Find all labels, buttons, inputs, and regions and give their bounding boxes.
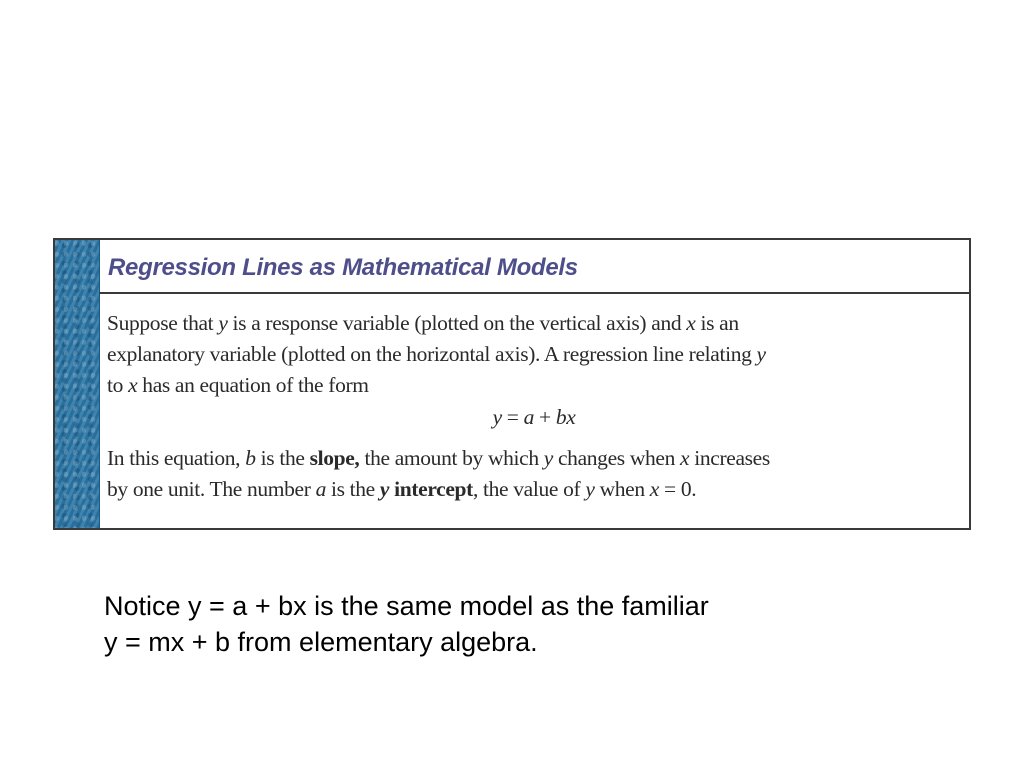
box-header: [99, 240, 969, 294]
note-line-2: y = mx + b from elementary algebra.: [104, 627, 538, 657]
regression-equation: y = a + bx: [492, 405, 576, 429]
paragraph-line: In this equation, b is the slope, the amount by which y changes when x increases: [107, 446, 770, 470]
paragraph-line: to x has an equation of the form: [107, 373, 369, 397]
box-title: Regression Lines as Mathematical Models: [108, 254, 578, 281]
slide-note: [104, 588, 709, 660]
box-content: [107, 308, 961, 505]
decorative-stripe: [55, 240, 100, 528]
definition-box: [53, 238, 971, 530]
definition-paragraph: [107, 308, 961, 401]
paragraph-line: explanatory variable (plotted on the horizontal axis). A regression line relating y: [107, 342, 766, 366]
paragraph-line: Suppose that y is a response variable (plotted on the vertical axis) and x is an: [107, 311, 739, 335]
paragraph-line: by one unit. The number a is the y intercept, the value of y when x = 0.: [107, 477, 697, 501]
slope-intercept-paragraph: [107, 443, 961, 505]
note-line-1: Notice y = a + bx is the same model as the familiar: [104, 591, 709, 621]
